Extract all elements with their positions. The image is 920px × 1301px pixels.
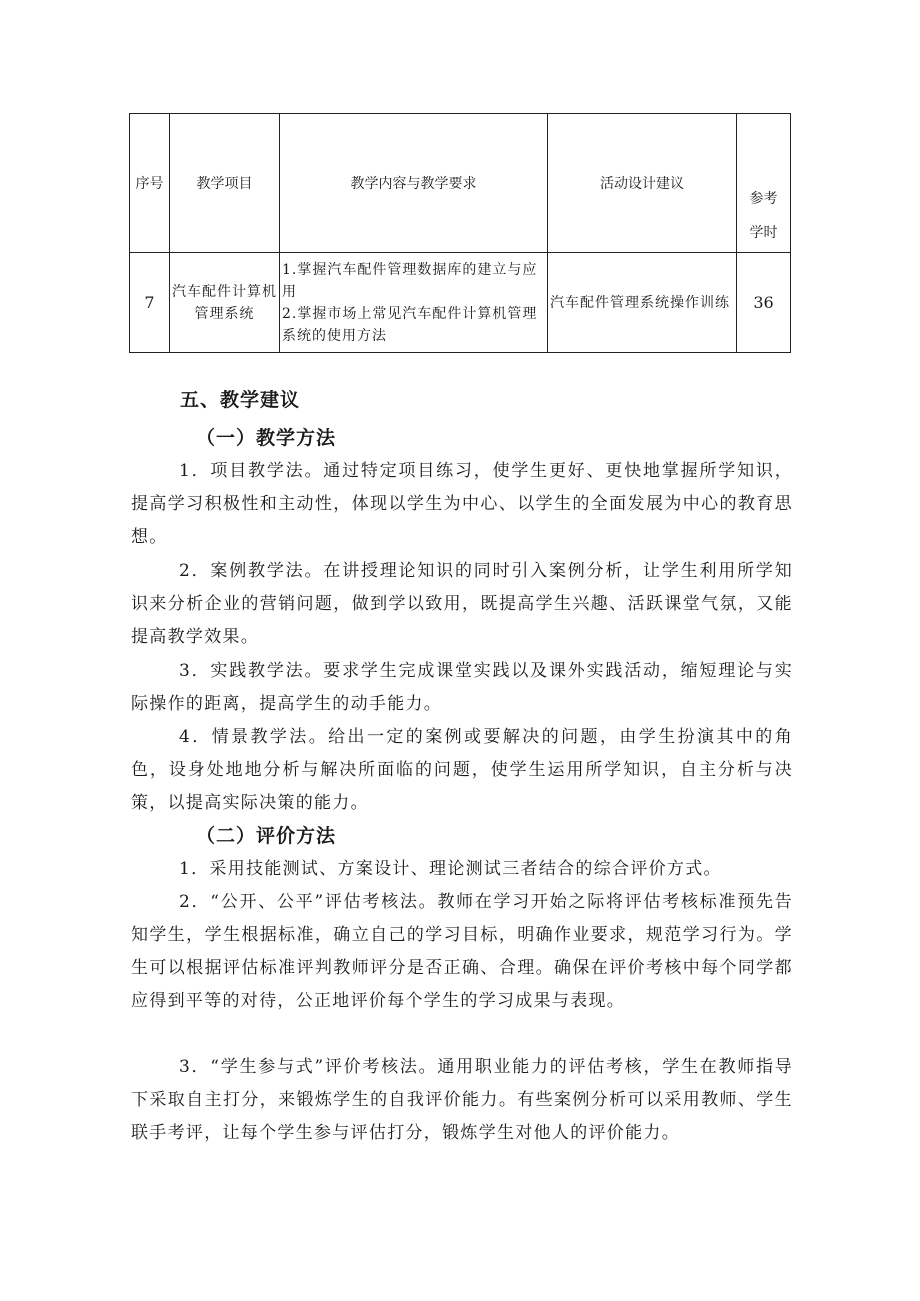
paragraph-eval-3: 3．“学生参与式”评价考核法。通用职业能力的评估考核，学生在教师指导下采取自主打分，来锻炼学生的自我评价能力。有些案例分析可以采用教师、学生联手考评，让每个学生参与评估打分，锻炼学生对他人的评价能力。 [131, 1057, 793, 1143]
row-content [280, 253, 548, 353]
section-title: 五、教学建议 [180, 389, 301, 411]
row-content-item-2: 2.掌握市场上常见汽车配件计算机管理系统的使用方法 [282, 305, 538, 344]
row-content-item-1: 1.掌握汽车配件管理数据库的建立与应用 [282, 261, 538, 300]
row-activity: 汽车配件管理系统操作训练 [548, 253, 737, 353]
subsection-title-methods: （一）教学方法 [196, 427, 337, 449]
paragraph-method-4: 4．情景教学法。给出一定的案例或要解决的问题，由学生扮演其中的角色，设身处地地分析与解决所面临的问题，使学生运用所学知识，自主分析与决策，以提高实际决策的能力。 [131, 727, 793, 813]
header-hours-line2: 学时 [749, 225, 778, 241]
table-row [130, 253, 791, 353]
header-seq: 序号 [130, 114, 170, 253]
row-seq: 7 [130, 253, 170, 353]
paragraph-method-3: 3．实践教学法。要求学生完成课堂实践以及课外实践活动，缩短理论与实际操作的距离，提高学生的动手能力。 [131, 661, 793, 714]
header-content: 教学内容与教学要求 [280, 114, 548, 253]
course-table [129, 113, 791, 353]
header-project: 教学项目 [170, 114, 280, 253]
header-activity: 活动设计建议 [548, 114, 737, 253]
paragraph-method-1: 1．项目教学法。通过特定项目练习，使学生更好、更快地掌握所学知识，提高学习积极性和主动性，体现以学生为中心、以学生的全面发展为中心的教育思想。 [131, 461, 793, 547]
header-hours [737, 114, 791, 253]
row-hours: 36 [737, 253, 791, 353]
table-header-row [130, 114, 791, 253]
paragraph-eval-2: 2．“公开、公平”评估考核法。教师在学习开始之际将评估考核标准预先告知学生，学生根据标准，确立自己的学习目标，明确作业要求，规范学习行为。学生可以根据评估标准评判教师评分是否正确、合理。确保在评价考核中每个同学都应得到平等的对待，公正地评价每个学生的学习成果与表现。 [131, 892, 793, 1011]
row-project: 汽车配件计算机管理系统 [170, 253, 280, 353]
paragraph-eval-1: 1．采用技能测试、方案设计、理论测试三者结合的综合评价方式。 [179, 859, 722, 879]
paragraph-method-2: 2．案例教学法。在讲授理论知识的同时引入案例分析，让学生利用所学知识来分析企业的营销问题，做到学以致用，既提高学生兴趣、活跃课堂气氛，又能提高教学效果。 [131, 561, 793, 647]
header-hours-line1: 参考 [749, 191, 778, 207]
subsection-title-evaluation: （二）评价方法 [196, 825, 337, 847]
